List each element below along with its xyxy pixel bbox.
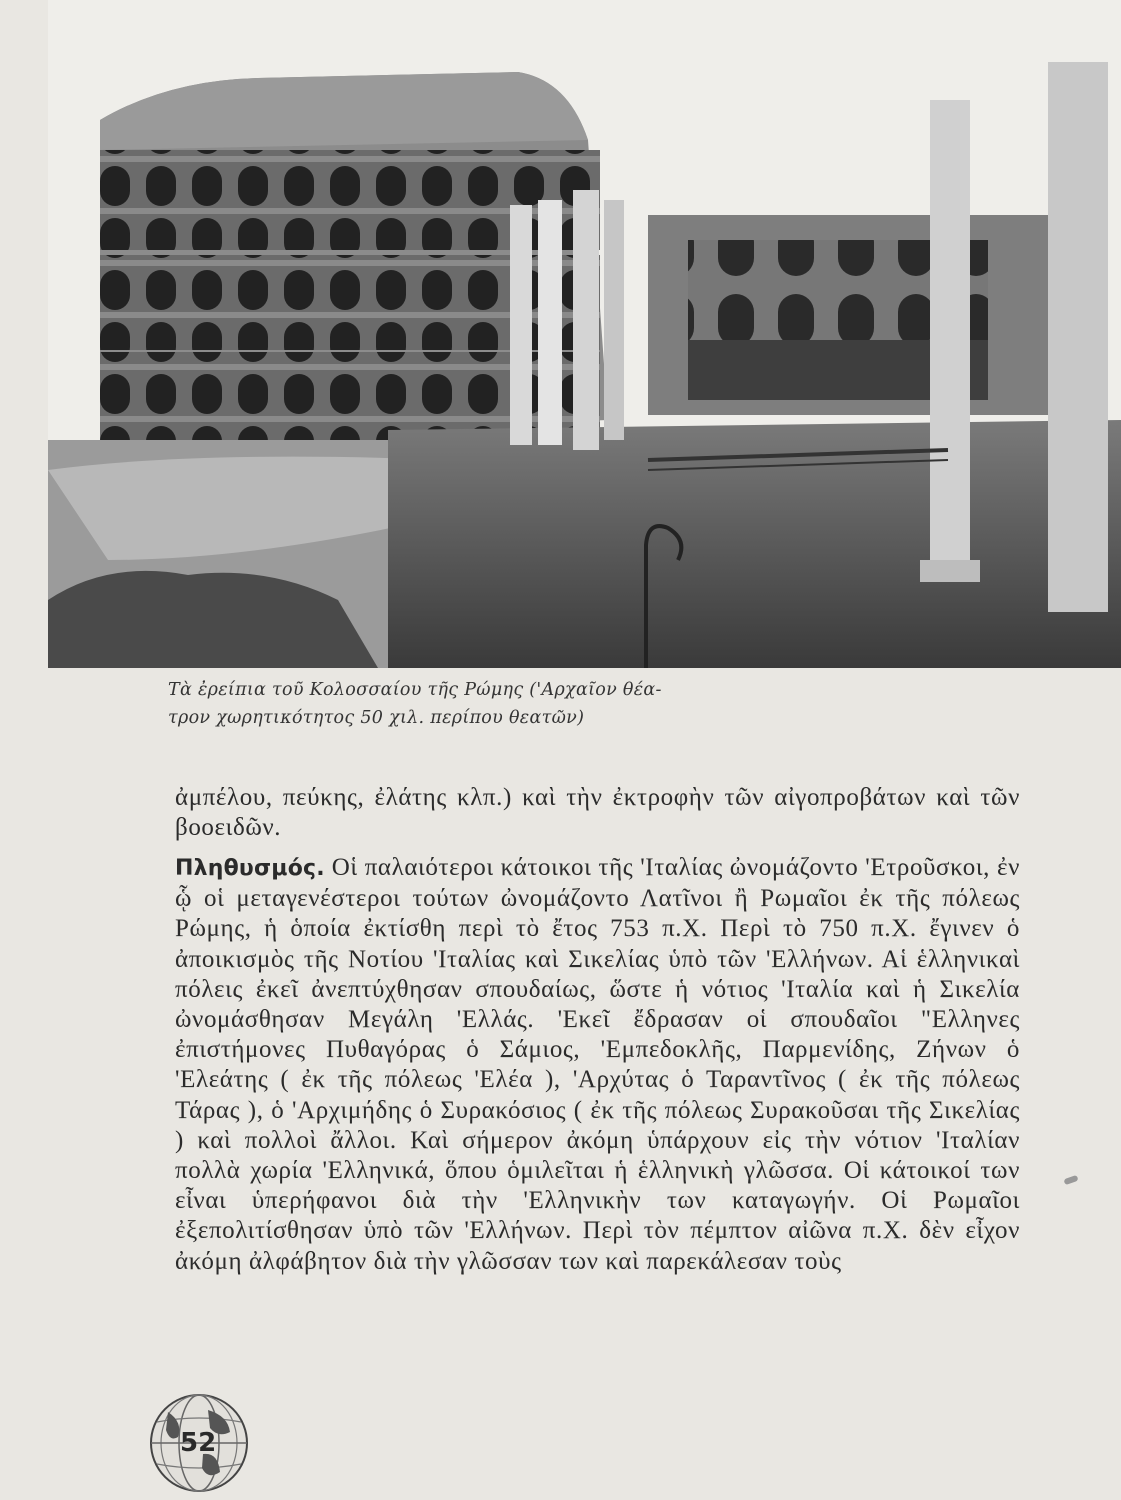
caption-line-2: τρον χωρητικότητος 50 χιλ. περίπου θεατῶν) <box>168 708 585 728</box>
section-heading: Πληθυσμός. <box>175 856 325 881</box>
page-number: 52 <box>180 1428 217 1458</box>
photo-caption <box>168 676 808 732</box>
photo-illustration <box>48 0 1121 668</box>
section-body: Οἱ παλαιότεροι κάτοικοι τῆς 'Ιταλίας ὠνομάζοντο 'Ετροῦσκοι, ἐν ᾧ οἱ μεταγενέστεροι τούτων ὠνομάζοντο Λατῖνοι ἢ Ρωμαῖοι ἐκ τῆς πόλεως Ρώμης, ἡ ὁποία ἐκτίσθη περὶ τὸ ἔτος 753 π.Χ. Περὶ τὸ 750 π.Χ. ἔγινεν ὁ ἀποικισμὸς τῆς Νοτίου 'Ιταλίας καὶ Σικελίας ὑπὸ τῶν 'Ελλήνων. Αἱ ἑλληνικαὶ πόλεις ἐκεῖ ἀνεπτύχθησαν σπουδαίως, ὥστε ἡ νότιος 'Ιταλία καὶ ἡ Σικελία ὠνομάσθησαν Μεγάλη 'Ελλάς. 'Εκεῖ ἔδρασαν οἱ σπουδαῖοι "Ελληνες ἐπιστήμονες Πυθαγόρας ὁ Σάμιος, 'Εμπεδοκλῆς, Παρμενίδης, Ζήνων ὁ 'Ελεάτης ( ἐκ τῆς πόλεως 'Ελέα ), 'Αρχύτας ὁ Ταραντῖνος ( ἐκ τῆς πόλεως Τάρας ), ὁ 'Αρχιμήδης ὁ Συρακόσιος ( ἐκ τῆς πόλεως Συρακοῦσαι τῆς Σικελίας ) καὶ πολλοὶ ἄλλοι. Καὶ σήμερον ἀκόμη ὑπάρχουν εἰς τὴν νότιον 'Ιταλίαν πολλὰ χωρία 'Ελληνικά, ὅπου ὁμιλεῖται ἡ ἑλληνικὴ γλῶσσα. Οἱ κάτοικοί των εἶναι ὑπερήφανοι διὰ τὴν 'Ελληνικὴν των καταγωγήν. Οἱ Ρωμαῖοι ἐξεπολιτίσθησαν ὑπὸ τῶν 'Ελλήνων. Περὶ τὸν πέμπτον αἰῶνα π.Χ. δὲν εἶχον ἀκόμη ἀλφάβητον διὰ τὴν γλῶσσαν των καὶ παρεκάλεσαν τοὺς <box>175 854 1020 1275</box>
caption-line-1: Τὰ ἐρείπια τοῦ Κολοσσαίου τῆς Ρώμης ('Αρχαῖον θέα- <box>168 680 662 700</box>
colosseum-photo <box>48 0 1121 668</box>
population-paragraph <box>175 853 1020 1277</box>
paper-speck <box>1063 1175 1078 1185</box>
intro-paragraph: ἀμπέλου, πεύκης, ἐλάτης κλπ.) καὶ τὴν ἐκτροφὴν τῶν αἰγοπροβάτων καὶ τῶν βοοειδῶν. <box>175 784 1020 842</box>
